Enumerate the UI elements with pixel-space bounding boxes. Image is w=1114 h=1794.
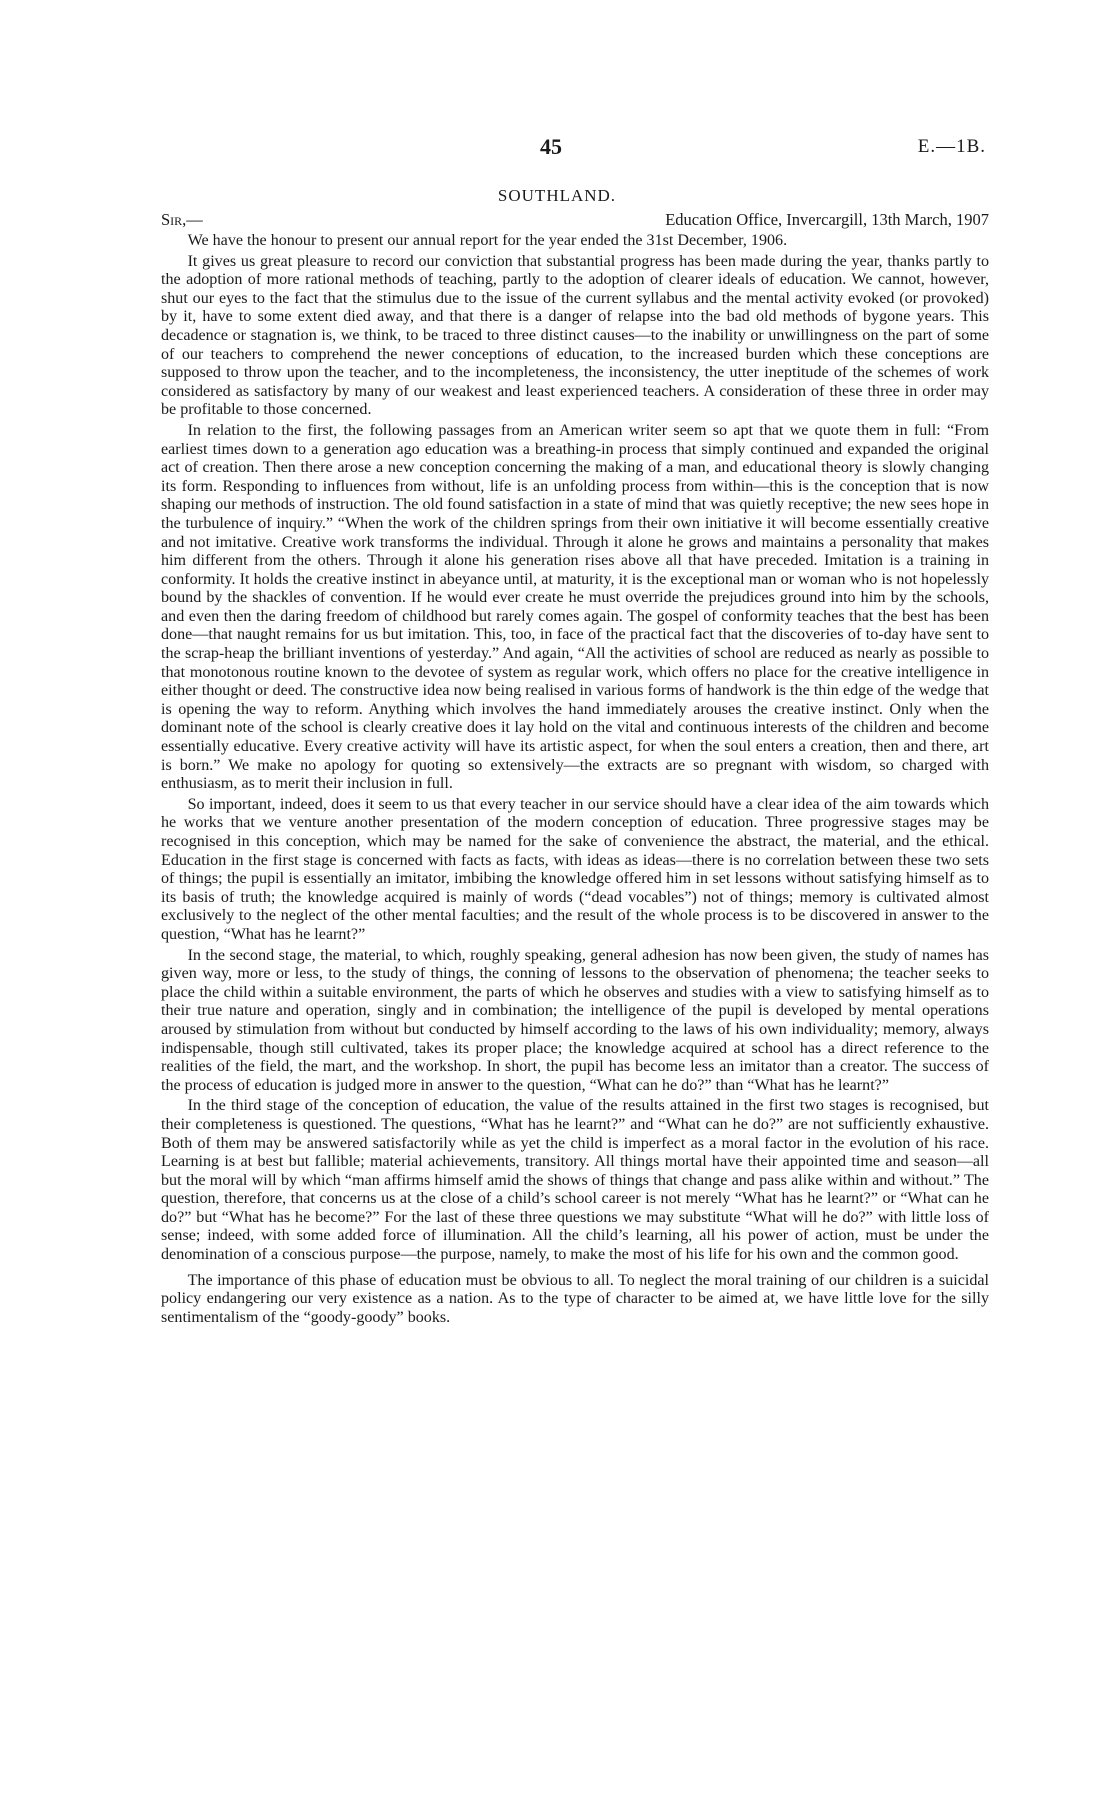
page-number: 45 [540, 134, 562, 159]
paragraph: In the third stage of the conception of education, the value of the results attained in the first two stages is recognised, but their completeness is questioned. The questions, “What has he learnt?” and “What can he do?” are not sufficiently exhaustive. Both of them may be answered satisfactorily while as yet the child is imperfect as a moral factor in the evolution of his race. Learning is at best but fallible; material achievements, transitory. All things mortal have their appointed time and season—all but the moral will by which “man affirms himself amid the shows of things that change and pass alike within and without.” The question, therefore, that concerns us at the close of a child’s school career is not merely “What has he learnt?” or “What can he do?” but “What has he become?” For the last of these three questions we may substitute “What will he do?” with little loss of sense; indeed, with some added force of illumination. All the child’s learning, all his power of action, must be under the denomination of a conscious purpose—the purpose, namely, to make the most of his life for his own and the common good. [161, 1097, 989, 1264]
page-header [0, 134, 1114, 164]
section-title: SOUTHLAND. [497, 186, 617, 205]
paragraph: So important, indeed, does it seem to us that every teacher in our service should have a clear idea of the aim towards which he works that we venture another presentation of the modern conception of education. Three progressive stages may be recognised in this conception, which may be named for the sake of convenience the abstract, the material, and the ethical. Education in the first stage is concerned with facts as facts, with ideas as ideas—there is no correlation between these two sets of things; the pupil is essentially an imitator, imbibing the knowledge offered him in set lessons without satisfying himself as to its basis of truth; the knowledge acquired is mainly of words (“dead vocables”) not of things; memory is cultivated almost exclusively to the neglect of the other mental faculties; and the result of the whole process is to be discovered in answer to the question, “What has he learnt?” [161, 795, 989, 943]
paragraph: In the second stage, the material, to which, roughly speaking, general adhesion has now been given, the study of names has given way, more or less, to the study of things, the conning of lessons to the observation of phenomena; the teacher seeks to place the child within a suitable environment, the parts of which he observes and studies with a view to satisfying himself as to their true nature and operation, singly and in combination; the intelligence of the pupil is developed by mental operations aroused by stimulation from without but conducted by himself according to the laws of his own individuality; memory, always indispensable, though still cultivated, takes its proper place; the knowledge acquired at school has a direct reference to the realities of the field, the mart, and the workshop. In short, the pupil has become less an imitator than a creator. The success of the process of education is judged more in answer to the question, “What can he do?” than “What has he learnt?” [161, 946, 989, 1094]
document-reference: E.—1B. [917, 136, 986, 157]
salutation: Sir,— [161, 210, 203, 229]
dateline: Education Office, Invercargill, 13th March, 1907 [665, 210, 989, 229]
paragraph: It gives us great pleasure to record our conviction that substantial progress has been made during the year, thanks partly to the adoption of more rational methods of teaching, partly to the adoption of clearer ideals of education. We cannot, however, shut our eyes to the fact that the stimulus due to the issue of the current syllabus and the mental activity evoked (or provoked) by it, have to some extent died away, and that there is a danger of relapse into the bad old methods of bygone years. This decadence or stagnation is, we think, to be traced to three distinct causes—to the inability or unwillingness on the part of some of our teachers to comprehend the newer conceptions of education, to the increased burden which these conceptions are supposed to throw upon the teacher, and to the incompleteness, the inconsistency, the utter ineptitude of the schemes of work considered as satisfactory by many of our weakest and least experienced teachers. A consideration of these three in order may be profitable to those concerned. [161, 252, 989, 419]
paragraph: In relation to the first, the following passages from an American writer seem so apt that we quote them in full: “From earliest times down to a generation ago education was a breathing-in process that simply continued and expanded the original act of creation. Then there arose a new conception concerning the making of a man, and educational theory is slowly changing its form. Responding to influences from without, life is an unfolding process from within—this is the conception that is now shaping our methods of instruction. The old found satisfaction in a state of mind that was quietly receptive; the new sees hope in the turbulence of inquiry.” “When the work of the children springs from their own initiative it will become essentially creative and not imitative. Creative work transforms the individual. Through it alone he grows and maintains a personality that makes him different from the others. Through it alone his generation rises above all that have preceded. Imitation is a training in conformity. It holds the creative instinct in abeyance until, at maturity, it is the exceptional man or woman who is not hopelessly bound by the shackles of convention. If he would ever create he must override the prejudices ground into him by the schools, and even then the daring freedom of childhood but rarely comes again. The gospel of conformity teaches that the best has been done—that naught remains for us but imitation. This, too, in face of the practical fact that the discoveries of to-day have sent to the scrap-heap the brilliant inventions of yesterday.” And again, “All the activities of school are reduced as nearly as possible to that monotonous routine known to the devotee of system as regular work, which offers no place for the creative intelligence in either thought or deed. The constructive idea now being realised in various forms of handwork is the thin edge of the wedge that is opening the way to reform. Anything which involves the hand immediately arouses the creative instinct. Only when the dominant note of the school is clearly creative does it lay hold on the vital and continuous interests of the children and become essentially educative. Every creative activity will have its artistic aspect, for when the soul enters a creation, then and there, art is born.” We make no apology for quoting so extensively—the extracts are so pregnant with wisdom, so charged with enthusiasm, as to merit their inclusion in full. [161, 421, 989, 793]
paragraph: We have the honour to present our annual report for the year ended the 31st December, 1906. [187, 232, 788, 249]
paragraph: The importance of this phase of education must be obvious to all. To neglect the moral training of our children is a suicidal policy endangering our very existence as a nation. As to the type of character to be aimed at, we have little love for the silly sentimentalism of the “goody-goody” books. [161, 1271, 989, 1326]
letter-heading [161, 210, 989, 232]
report-body [161, 232, 989, 1329]
